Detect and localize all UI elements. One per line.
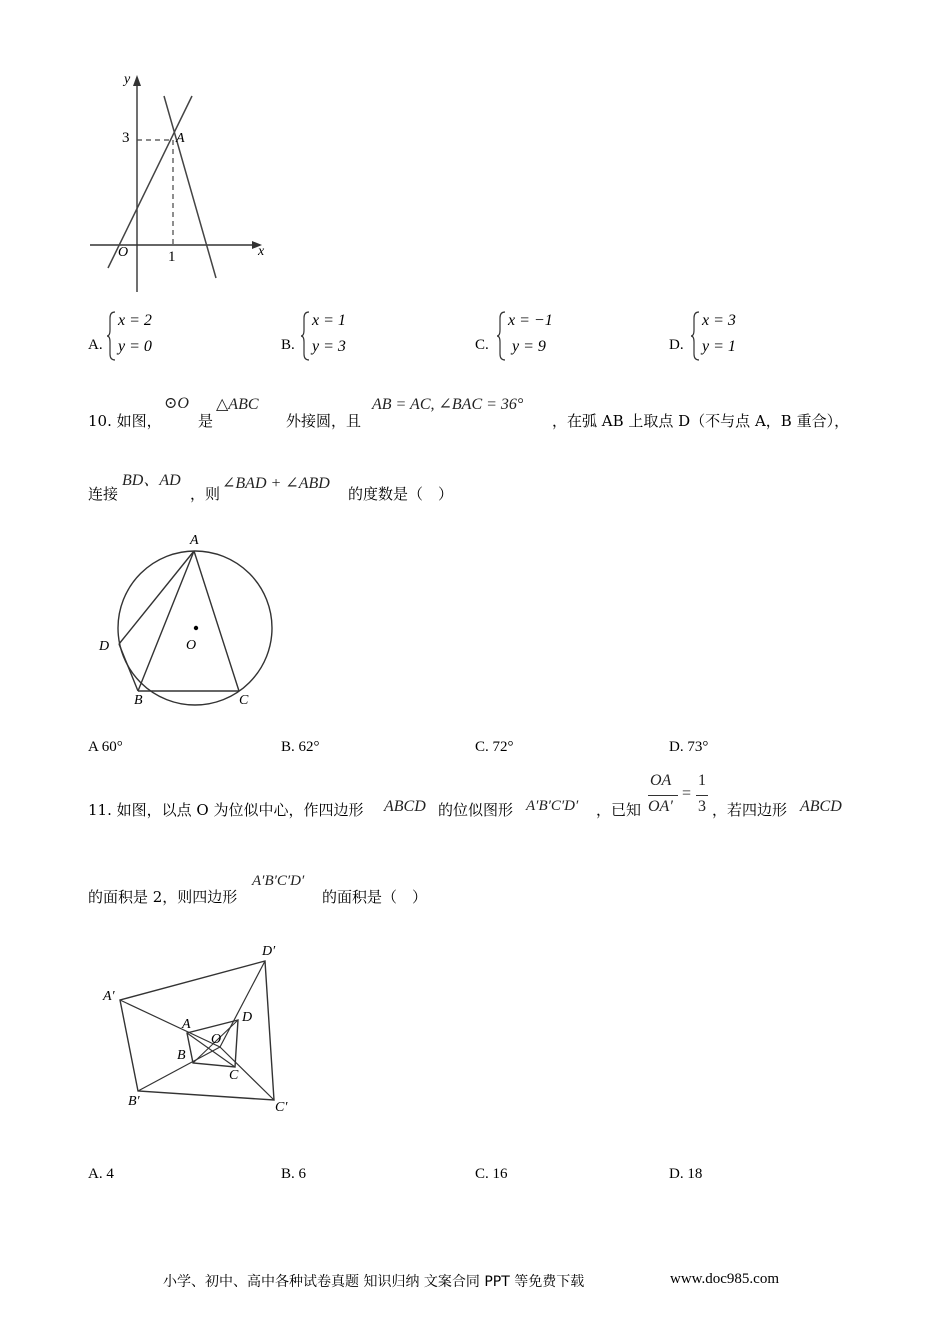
q11-line2-a: 的面积是 2，则四边形 <box>88 888 238 906</box>
q11-ruo: ，若四边形 <box>712 801 788 819</box>
q11-prefix: 11. 如图，以点 O 为位似中心，作四边形 <box>88 801 364 819</box>
q11-choice-d: D. 18 <box>669 1166 703 1182</box>
q9-choice-c-letter: C. <box>475 337 489 353</box>
q10-choice-d: D. 73° <box>669 739 709 755</box>
q10-segments: BD、AD <box>122 472 181 489</box>
q11-eq: = <box>682 785 692 802</box>
q9-choice-b-system: x = 1 y = 3 <box>300 310 370 362</box>
q10-choice-c: C. 72° <box>475 739 514 755</box>
q11-abcd: ABCD <box>384 798 426 815</box>
q11-label-ap: A′ <box>103 989 115 1004</box>
q10-rest: ，在弧 AB 上取点 D（不与点 A，B 重合）， <box>552 412 850 430</box>
q9-choice-d-system: x = 3 y = 1 <box>690 310 760 362</box>
q9-origin: O <box>118 245 129 260</box>
q10-choice-b: B. 62° <box>281 739 320 755</box>
q9-x-label: x <box>258 244 265 259</box>
q10-label-c: C <box>239 693 249 708</box>
q9-tick-1: 1 <box>168 249 176 265</box>
q11-val-bar <box>696 795 708 796</box>
q10-condition: AB = AC, ∠BAC = 36° <box>372 396 524 413</box>
q10-tail: 的度数是（ ） <box>348 485 454 503</box>
q11-frac-bar <box>648 795 678 796</box>
q9-choice-d-letter: D. <box>669 337 684 353</box>
q11-label-dp: D′ <box>262 944 276 959</box>
brace-icon <box>300 310 310 362</box>
q11-abcd-2: ABCD <box>800 798 842 815</box>
q9-y-label: y <box>124 72 131 87</box>
q10-choice-a: A 60° <box>88 739 123 755</box>
q11-yizhi: ，已知 <box>596 801 642 819</box>
q11-val-num: 1 <box>698 772 706 789</box>
q10-shi: 是 <box>198 412 214 430</box>
q9-graph <box>80 70 280 300</box>
brace-icon <box>496 310 506 362</box>
q9-tick-3: 3 <box>122 130 130 146</box>
q11-abcd-prime: A′B′C′D′ <box>526 798 579 814</box>
q10-label-o: O <box>186 638 197 653</box>
q10-triangle: △ABC <box>216 396 259 413</box>
q9-choice-a-system: x = 2 y = 0 <box>106 310 176 362</box>
q11-frac-den: OA′ <box>648 798 673 815</box>
q10-angles: ∠BAD + ∠ABD <box>222 475 330 492</box>
q9-choice-c-system: x = −1 y = 9 <box>496 310 566 362</box>
q10-label-d: D <box>99 639 110 654</box>
q11-label-bp: B′ <box>128 1094 140 1109</box>
q10-figure <box>100 530 290 720</box>
q11-choice-a: A. 4 <box>88 1166 114 1182</box>
q10-ze: ，则 <box>190 485 221 503</box>
q11-frac-num: OA <box>650 772 672 789</box>
footer-text: 小学、初中、高中各种试卷真题 知识归纳 文案合同 PPT 等免费下载 <box>163 1274 585 1290</box>
q11-label-b: B <box>177 1048 186 1063</box>
q9-point-a: A <box>176 131 185 146</box>
q9-choice-a-letter: A. <box>88 337 103 353</box>
q11-label-c: C <box>229 1068 239 1083</box>
footer-url[interactable]: www.doc985.com <box>670 1271 780 1287</box>
q11-choice-b: B. 6 <box>281 1166 307 1182</box>
q10-label-a: A <box>190 533 199 548</box>
brace-icon <box>690 310 700 362</box>
q10-prefix: 10. 如图， <box>88 412 162 430</box>
q11-label-d: D <box>242 1010 253 1025</box>
q11-choice-c: C. 16 <box>475 1166 508 1182</box>
q11-val-den: 3 <box>698 798 706 815</box>
q10-label-b: B <box>134 693 143 708</box>
q11-label-o: O <box>211 1032 222 1047</box>
q10-waijieyuan: 外接圆，且 <box>286 412 362 430</box>
q11-mid: 的位似图形 <box>438 801 514 819</box>
q9-choice-b-letter: B. <box>281 337 295 353</box>
q11-ratio <box>646 772 710 824</box>
q10-lianjie: 连接 <box>88 485 119 503</box>
q11-label-cp: C′ <box>275 1100 288 1115</box>
q11-label-a: A <box>182 1017 191 1032</box>
q11-line2-b: 的面积是（ ） <box>322 888 428 906</box>
brace-icon <box>106 310 116 362</box>
q11-abcd-prime-2: A′B′C′D′ <box>252 873 305 889</box>
q10-circle-o: ⊙O <box>164 395 189 412</box>
